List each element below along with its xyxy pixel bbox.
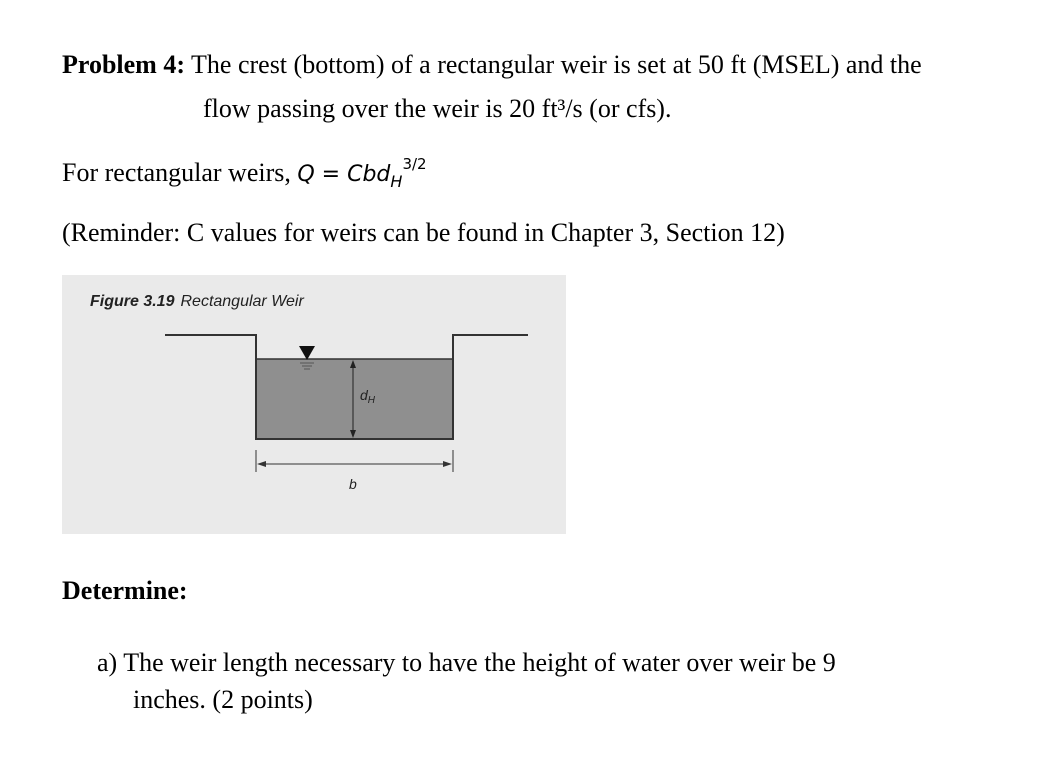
water-surface-icon xyxy=(299,346,315,360)
problem-line-2: flow passing over the weir is 20 ft³/s (or cfs). xyxy=(203,94,672,123)
depth-label-sub: H xyxy=(367,395,376,406)
formula-cbd: Cbd xyxy=(347,162,391,187)
width-arrow-right xyxy=(443,461,452,467)
figure-number: Figure 3.19 xyxy=(90,293,175,310)
problem-statement xyxy=(62,50,922,80)
formula-line xyxy=(62,155,427,191)
width-arrow-left xyxy=(257,461,266,467)
formula-prefix: For rectangular weirs, xyxy=(62,158,298,187)
weir-diagram xyxy=(62,275,566,534)
depth-label-main: d xyxy=(360,387,368,403)
formula-exponent: 3/2 xyxy=(402,155,427,173)
determine-heading: Determine: xyxy=(62,576,188,605)
figure-rectangular-weir xyxy=(62,275,566,534)
depth-label xyxy=(360,387,376,406)
formula-equals: = xyxy=(314,162,348,187)
reminder-text: (Reminder: C values for weirs can be found in Chapter 3, Section 12) xyxy=(62,218,785,247)
problem-line-1: The crest (bottom) of a rectangular weir is set at 50 ft (MSEL) and the xyxy=(191,50,922,79)
part-a-line-1: a) The weir length necessary to have the height of water over weir be 9 xyxy=(97,648,836,677)
width-label: b xyxy=(349,476,357,492)
problem-label: Problem 4: xyxy=(62,50,185,79)
figure-title: Rectangular Weir xyxy=(180,293,304,310)
part-a-line-2: inches. (2 points) xyxy=(133,685,313,714)
formula-q: Q xyxy=(297,162,315,187)
formula-subscript: H xyxy=(390,172,403,191)
water-body xyxy=(256,359,453,439)
